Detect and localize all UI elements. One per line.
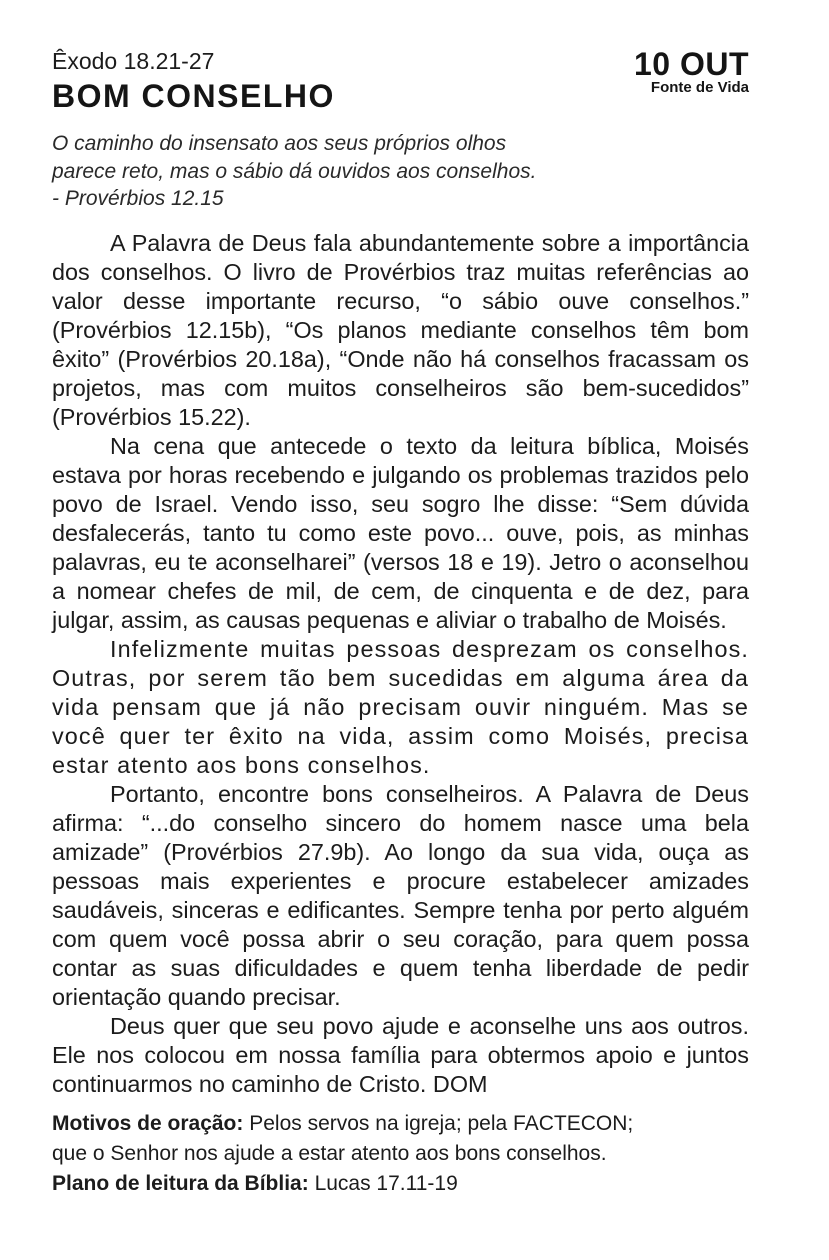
scripture-reference: Êxodo 18.21-27 — [52, 48, 215, 74]
verse-line: parece reto, mas o sábio dá ouvidos aos conselhos. — [52, 159, 537, 183]
paragraph: A Palavra de Deus fala abundantemente sobre a importância dos conselhos. O livro de Provérbios traz muitas referências ao valor desse importante recurso, “o sábio ouve conselhos.” (Provérbios 12.15b), “Os planos mediante conselhos têm bom êxito” (Provérbios 20.18a), “Onde não há conselhos fracassam os projetos, mas com muitos conselheiros são bem-sucedidos” (Provérbios 15.22). — [52, 229, 749, 430]
paragraph: Portanto, encontre bons conselheiros. A Palavra de Deus afirma: “...do conselho sincero do homem nasce uma bela amizade” (Provérbios 27.9b). Ao longo da sua vida, ouça as pessoas mais experientes e procure estabelecer amizades saudáveis, sinceras e edificantes. Sempre tenha por perto alguém com quem você possa abrir o seu coração, para quem possa contar as suas dificuldades e quem tenha liberdade de pedir orientação quando precisar. — [52, 780, 749, 1010]
verse-line: O caminho do insensato aos seus próprios olhos — [52, 132, 507, 155]
prayer-text: Pelos servos na igreja; pela FACTECON; — [249, 1111, 634, 1135]
prayer-text-continued: que o Senhor nos ajude a estar atento aos bons conselhos. — [52, 1141, 607, 1165]
verse-citation: - Provérbios 12.15 — [52, 187, 224, 210]
prayer-label: Motivos de oração: — [52, 1111, 244, 1135]
prayer-motives — [52, 1109, 749, 1139]
reading-plan-text: Lucas 17.11-19 — [314, 1171, 458, 1195]
source-label: Fonte de Vida — [650, 79, 749, 96]
paragraph: Deus quer que seu povo ajude e aconselhe uns aos outros. Ele nos colocou em nossa família para obtermos apoio e juntos continuarmos no caminho de Cristo. DOM — [52, 1012, 749, 1097]
date-label: 10 OUT — [633, 46, 749, 82]
date-block — [634, 48, 749, 96]
reading-plan — [52, 1169, 749, 1199]
reading-plan-label: Plano de leitura da Bíblia: — [52, 1171, 309, 1195]
page-footer — [52, 1109, 749, 1199]
paragraph: Na cena que antecede o texto da leitura bíblica, Moisés estava por horas recebendo e julgando os problemas trazidos pelo povo de Israel. Vendo isso, seu sogro lhe disse: “Sem dúvida desfalecerás, tanto tu como este povo... ouve, pois, as minhas palavras, eu te aconselharei” (versos 18 e 19). Jetro o aconselhou a nomear chefes de mil, de cem, de cinquenta e de dez, para julgar, assim, as causas pequenas e aliviar o trabalho de Moisés. — [52, 432, 749, 633]
page-title: BOM CONSELHO — [52, 78, 335, 114]
page-header — [52, 44, 749, 114]
devotional-text — [52, 229, 749, 1099]
paragraph: Infelizmente muitas pessoas desprezam os conselhos. Outras, por serem tão bem sucedidas em alguma área da vida pensam que já não precisam ouvir ninguém. Mas se você quer ter êxito na vida, assim como Moisés, precisa estar atento aos bons conselhos. — [52, 635, 749, 778]
devotional-page — [52, 44, 749, 1199]
key-verse — [52, 130, 749, 213]
